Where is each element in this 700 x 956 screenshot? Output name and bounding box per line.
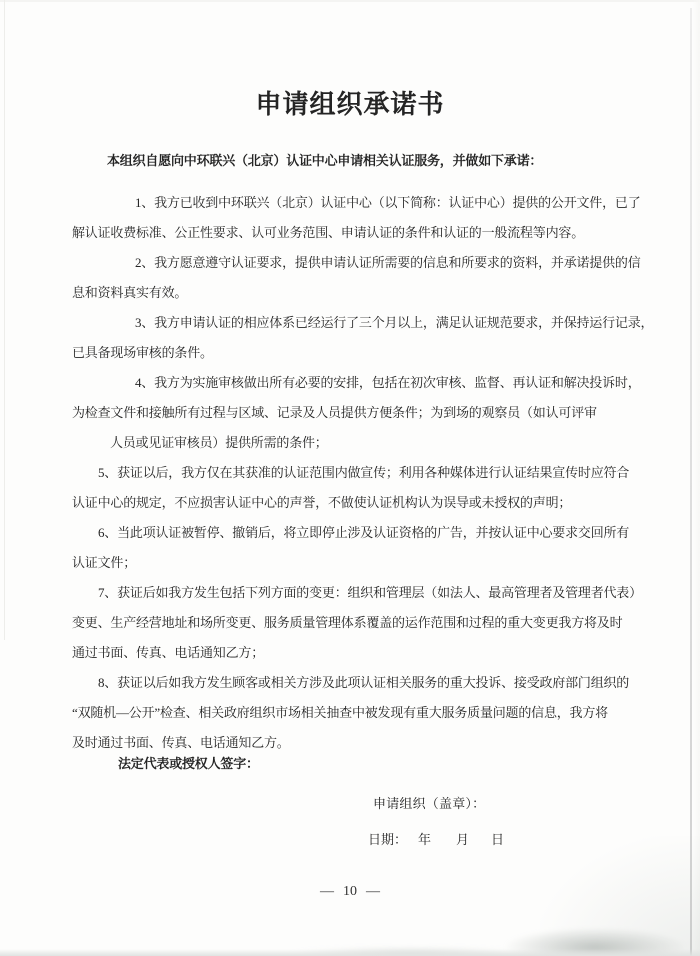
- text-line: 3、我方申请认证的相应体系已经运行了三个月以上，满足认证规范要求，并保持运行记录，: [135, 315, 654, 330]
- scan-edge-right: [690, 8, 692, 956]
- page-number-dash-right: —: [366, 884, 380, 899]
- text-line: 通过书面、传真、电话通知乙方；: [72, 645, 265, 660]
- scan-margin-right: [693, 0, 700, 956]
- intro-paragraph: 本组织自愿向中环联兴（北京）认证中心申请相关认证服务，并做如下承诺：: [107, 153, 543, 168]
- signature-label: 法定代表或授权人签字：: [118, 756, 259, 771]
- text-line: 人员或见证审核员）提供所需的条件；: [110, 435, 328, 450]
- text-line: 5、获证以后，我方仅在其获准的认证范围内做宣传；利用各种媒体进行认证结果宣传时应符合: [98, 465, 630, 480]
- scan-edge-top: [0, 0, 700, 2]
- text-line: 6、当此项认证被暂停、撤销后，将立即停止涉及认证资格的广告，并按认证中心要求交回所有: [98, 525, 630, 540]
- text-line: 1、我方已收到中环联兴（北京）认证中心（以下简称：认证中心）提供的公开文件，已了: [135, 195, 641, 210]
- date-line: [368, 829, 504, 848]
- text-line: 2、我方愿意遵守认证要求，提供申请认证所需要的信息和所要求的资料，并承诺提供的信: [135, 255, 641, 270]
- text-line: 及时通过书面、传真、电话通知乙方。: [72, 735, 290, 750]
- page-number-value: 10: [343, 884, 357, 899]
- date-day-label: 日: [491, 832, 505, 847]
- date-year-label: 年: [418, 832, 432, 847]
- scan-edge-bottom: [0, 949, 700, 956]
- stamp-label: 申请组织（盖章）：: [373, 796, 486, 811]
- text-line: 4、我方为实施审核做出所有必要的安排，包括在初次审核、监督、再认证和解决投诉时，: [135, 375, 641, 390]
- text-line: 为检查文件和接触所有过程与区域、记录及人员提供方便条件；为到场的观察员（如认可评审: [72, 405, 597, 420]
- text-line: 变更、生产经营地址和场所变更、服务质量管理体系覆盖的运作范围和过程的重大变更我方将及时: [72, 615, 623, 630]
- text-line: 认证中心的规定，不应损害认证中心的声誉，不做使认证机构认为误导或未授权的声明；: [72, 495, 572, 510]
- page-number-dash-left: —: [320, 884, 334, 899]
- date-month-label: 月: [456, 832, 470, 847]
- document-title: 申请组织承诺书: [255, 90, 445, 119]
- text-line: 认证文件；: [72, 555, 137, 570]
- text-line: 息和资料真实有效。: [72, 285, 188, 300]
- date-label: 日期：: [368, 832, 408, 847]
- text-line: 8、获证以后如我方发生顾客或相关方涉及此项认证相关服务的重大投诉、接受政府部门组织的: [98, 675, 630, 690]
- text-line: 解认证收费标准、公正性要求、认可业务范围、申请认证的条件和认证的一般流程等内容。: [72, 225, 585, 240]
- text-line: 7、获证后如我方发生包括下列方面的变更：组织和管理层（如法人、最高管理者及管理者代表）: [98, 585, 642, 600]
- document-body: [72, 188, 654, 758]
- text-line: “双随机—公开”检查、相关政府组织市场相关抽查中被发现有重大服务质量问题的信息，我方将: [72, 705, 608, 720]
- text-line: 已具备现场审核的条件。: [72, 345, 213, 360]
